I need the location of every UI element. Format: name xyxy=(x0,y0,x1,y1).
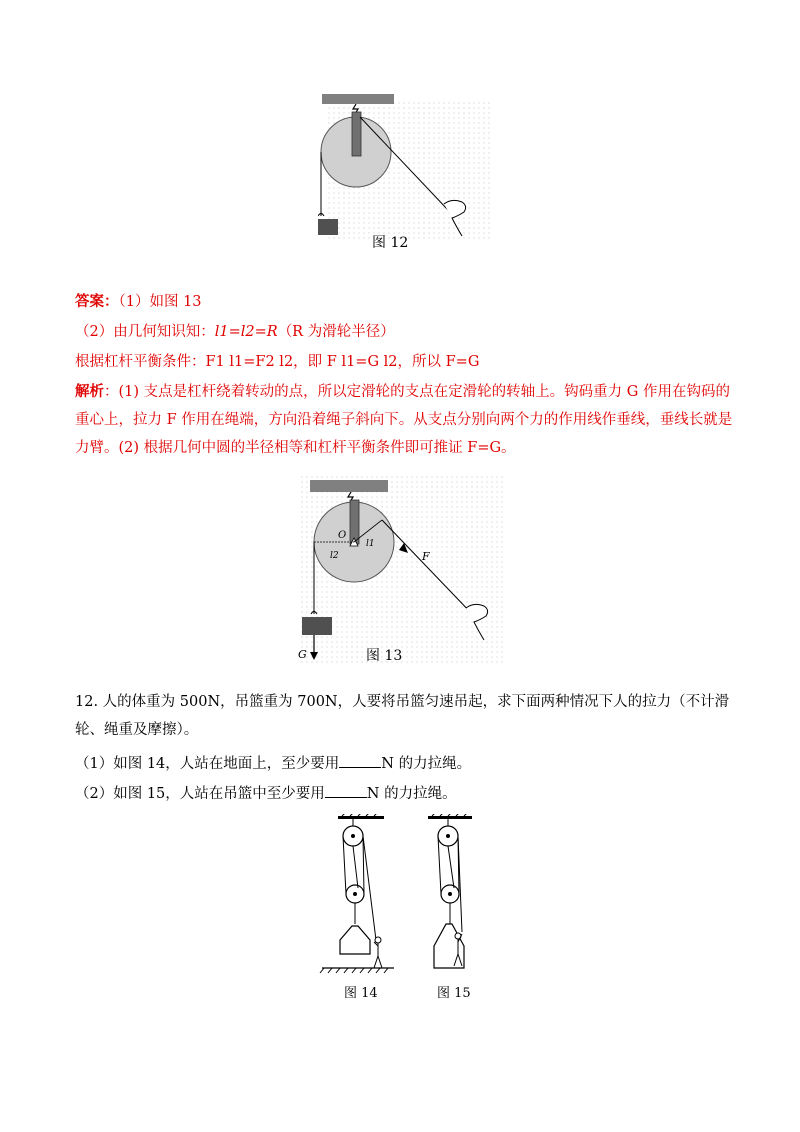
label-f: F xyxy=(422,550,430,563)
ceiling xyxy=(310,480,388,492)
answer-line-2 xyxy=(75,322,735,342)
answer-part-2-note: （R 为滑轮半径） xyxy=(277,324,395,340)
figure-14-caption: 图 14 xyxy=(344,986,378,1001)
figure-13-drawing xyxy=(296,476,504,666)
answer-line-3: 根据杠杆平衡条件：F1 l1=F2 l2，即 F l1=G l2，所以 F=G xyxy=(75,354,480,370)
question-12-part-1: （1）如图 14，人站在地面上，至少要用 N 的力拉绳。 xyxy=(75,753,735,774)
label-l1: l1 xyxy=(366,539,375,549)
basket xyxy=(434,924,464,968)
analysis-paragraph xyxy=(75,378,737,462)
ceiling xyxy=(322,94,394,104)
figure-15 xyxy=(418,814,488,976)
figure-15-caption: 图 15 xyxy=(437,986,471,1001)
answer-blank-1[interactable] xyxy=(339,753,381,768)
answer-label: 答案 xyxy=(75,293,104,310)
answer-part-2-equation: l1=l2=R xyxy=(214,324,278,340)
analysis-text: ：(1) 支点是杠杆绕着转动的点，所以定滑轮的支点在定滑轮的转轴上。钩码重力 G 作用在钩码的重心上，拉力 F 作用在绳端，方向沿着绳子斜向下。从支点分别向两个力的作用线作垂线，垂线长就是力臂。(2) 根据几何中圆的半径相等和杠杆平衡条件即可推证 F=G。 xyxy=(75,384,733,456)
axle-bracket xyxy=(352,112,361,156)
figure-12-drawing xyxy=(318,92,490,240)
figure-12 xyxy=(318,92,490,240)
answer-part-1: （1）如图 13 xyxy=(118,294,202,310)
label-o: O xyxy=(338,530,347,541)
analysis-label: 解析 xyxy=(75,383,104,400)
figure-13 xyxy=(296,476,504,666)
question-12-stem: 12. 人的体重为 500N，吊篮重为 700N，人要将吊篮匀速吊起，求下面两种情况下人的拉力（不计滑轮、绳重及摩擦）。 xyxy=(75,694,730,738)
figure-12-caption: 图 12 xyxy=(372,235,409,251)
answer-line-1: 答案：（1）如图 13 xyxy=(75,293,202,310)
answer-part-2-prefix: （2）由几何知识知： xyxy=(75,324,215,340)
basket xyxy=(340,926,370,954)
weight xyxy=(318,219,338,235)
figure-13-caption: 图 13 xyxy=(366,648,403,664)
label-l2: l2 xyxy=(330,551,339,561)
answer-blank-2[interactable] xyxy=(325,783,367,798)
weight xyxy=(302,617,332,635)
question-12-part-2: （2）如图 15，人站在吊篮中至少要用 N 的力拉绳。 xyxy=(75,783,735,804)
label-g: G xyxy=(298,648,307,661)
figure-14-drawing xyxy=(318,814,400,976)
figure-14 xyxy=(318,814,400,976)
axle-bracket xyxy=(350,500,359,544)
figure-15-drawing xyxy=(418,814,488,976)
